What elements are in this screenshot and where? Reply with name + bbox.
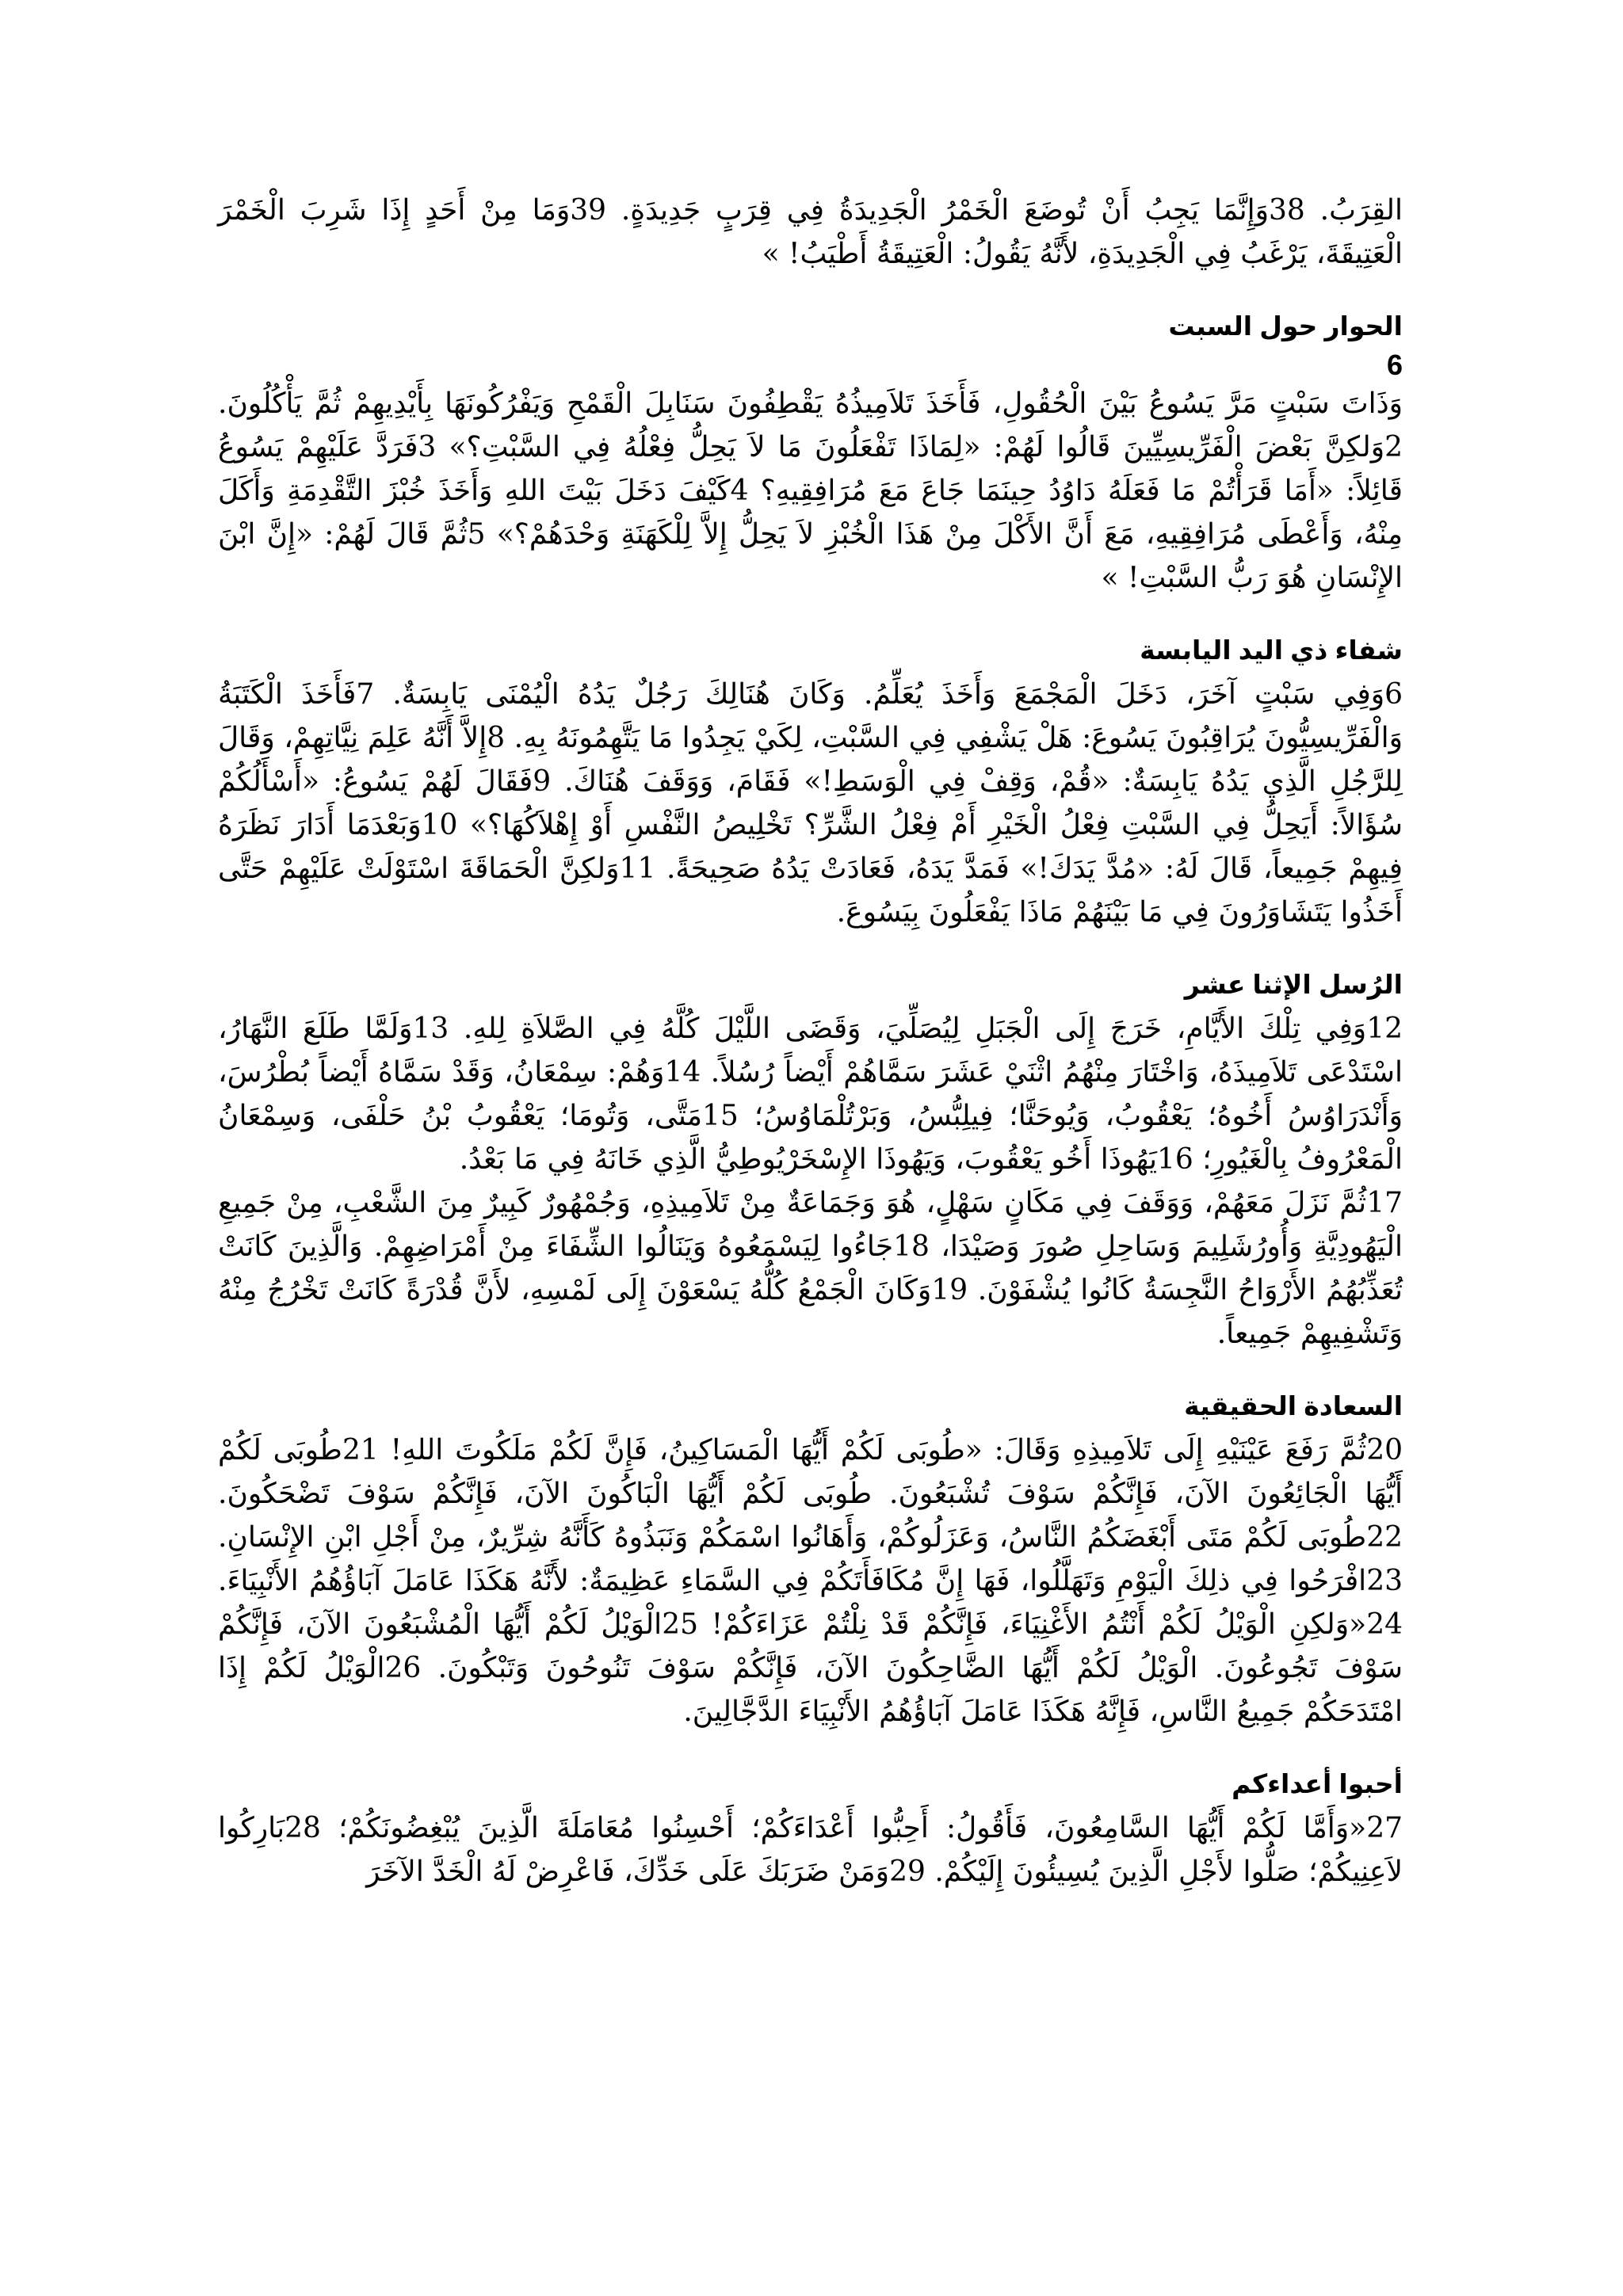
section-heading: السعادة الحقيقية: [1184, 1391, 1403, 1421]
section-paragraph: 20ثُمَّ رَفَعَ عَيْنَيْهِ إِلَى تَلاَمِيذِهِ وَقَالَ: «طُوبَى لَكُمْ أَيُّهَا الْمَسَاكِينُ، فَإِنَّ لَكُمْ مَلَكُوتَ اللهِ! 21طُوبَى لَكُمْ أَيُّهَا الْجَائِعُونَ الآنَ، فَإِنَّكُمْ سَوْفَ تُشْبَعُونَ. طُوبَى لَكُمْ أَيُّهَا الْبَاكُونَ الآنَ، فَإِنَّكُمْ سَوْفَ تَضْحَكُونَ. 22طُوبَى لَكُمْ مَتَى أَبْغَضَكُمُ النَّاسُ، وَعَزَلُوكُمْ، وَأَهَانُوا اسْمَكُمْ وَنَبَذُوهُ كَأَنَّهُ شِرِّيرٌ، مِنْ أَجْلِ ابْنِ الإِنْسَانِ. 23افْرَحُوا فِي ذلِكَ الْيَوْمِ وَتَهَلَّلُوا، فَهَا إِنَّ مُكَافَأَتَكُمْ فِي السَّمَاءِ عَظِيمَةٌ: لأَنَّهُ هَكَذَا عَامَلَ آبَاؤُهُمُ الأَنْبِيَاءَ. 24«وَلكِنِ الْوَيْلُ لَكُمْ أَنْتُمُ الأَغْنِيَاءَ، فَإِنَّكُمْ قَدْ نِلْتُمْ عَزَاءَكُمْ! 25الْوَيْلُ لَكُمْ أَيُّهَا الْمُشْبَعُونَ الآنَ، فَإِنَّكُمْ سَوْفَ تَجُوعُونَ. الْوَيْلُ لَكُمْ أَيُّهَا الضَّاحِكُونَ الآنَ، فَإِنَّكُمْ سَوْفَ تَنُوحُونَ وَتَبْكُونَ. 26الْوَيْلُ لَكُمْ إِذَا امْتَدَحَكُمْ جَمِيعُ النَّاسِ، فَإِنَّهُ هَكَذَا عَامَلَ آبَاؤُهُمُ الأَنْبِيَاءَ الدَّجَّالِينَ.: [218, 1434, 1403, 1728]
chapter-number: 6: [1386, 349, 1403, 381]
intro-paragraph: القِرَبُ. 38وَإِنَّمَا يَجِبُ أَنْ تُوضَعَ الْخَمْرُ الْجَدِيدَةُ فِي قِرَبٍ جَدِيدَةٍ. 39وَمَا مِنْ أَحَدٍ إِذَا شَرِبَ الْخَمْرَ الْعَتِيقَةَ، يَرْغَبُ فِي الْجَدِيدَةِ، لأَنَّهُ يَقُولُ: الْعَتِيقَةُ أَطْيَبُ! »: [218, 194, 1403, 270]
section-heading: الحوار حول السبت: [1168, 311, 1403, 341]
section-sabbath-dialogue: [218, 309, 1403, 600]
section-true-happiness: [218, 1389, 1403, 1733]
section-paragraph: وَذَاتَ سَبْتٍ مَرَّ يَسُوعُ بَيْنَ الْحُقُولِ، فَأَخَذَ تَلاَمِيذُهُ يَقْطِفُونَ سَنَابِلَ الْقَمْحِ وَيَفْرُكُونَهَا بِأَيْدِيهِمْ ثُمَّ يَأْكُلُونَ. 2وَلكِنَّ بَعْضَ الْفَرِّيسِيِّينَ قَالُوا لَهُمْ: «لِمَاذَا تَفْعَلُونَ مَا لاَ يَحِلُّ فِعْلُهُ فِي السَّبْتِ؟» 3فَرَدَّ عَلَيْهِمْ يَسُوعُ قَائِلاً: «أَمَا قَرَأْتُمْ مَا فَعَلَهُ دَاوُدُ حِينَمَا جَاعَ مَعَ مُرَافِقِيهِ؟ 4كَيْفَ دَخَلَ بَيْتَ اللهِ وَأَخَذَ خُبْزَ التَّقْدِمَةِ وَأَكَلَ مِنْهُ، وَأَعْطَى مُرَافِقِيهِ، مَعَ أَنَّ الأَكْلَ مِنْ هَذَا الْخُبْزِ لاَ يَحِلُّ إِلاَّ لِلْكَهَنَةِ وَحْدَهُمْ؟» 5ثُمَّ قَالَ لَهُمْ: «إِنَّ ابْنَ الإِنْسَانِ هُوَ رَبُّ السَّبْتِ! »: [218, 387, 1403, 594]
text-column: [218, 189, 1403, 1894]
section-paragraph: 17ثُمَّ نَزَلَ مَعَهُمْ، وَوَقَفَ فِي مَكَانٍ سَهْلٍ، هُوَ وَجَمَاعَةٌ مِنْ تَلاَمِيذِهِ، وَجُمْهُورٌ كَبِيرٌ مِنَ الشَّعْبِ، مِنْ جَمِيعِ الْيَهُودِيَّةِ وَأُورُشَلِيمَ وَسَاحِلِ صُورَ وَصَيْدَا، 18جَاءُوا لِيَسْمَعُوهُ وَيَنَالُوا الشِّفَاءَ مِنْ أَمْرَاضِهِمْ. وَالَّذِينَ كَانَتْ تُعَذِّبُهُمُ الأَرْوَاحُ النَّجِسَةُ كَانُوا يُشْفَوْنَ. 19وَكَانَ الْجَمْعُ كُلُّهُ يَسْعَوْنَ إِلَى لَمْسِهِ، لأَنَّ قُدْرَةً كَانَتْ تَخْرُجُ مِنْهُ وَتَشْفِيهِمْ جَمِيعاً.: [218, 1187, 1403, 1350]
section-twelve-apostles: [218, 967, 1403, 1356]
section-paragraph: 27«وَأَمَّا لَكُمْ أَيُّهَا السَّامِعُونَ، فَأَقُولُ: أَحِبُّوا أَعْدَاءَكُمْ؛ أَحْسِنُوا مُعَامَلَةَ الَّذِينَ يُبْغِضُونَكُمْ؛ 28بَارِكُوا لاَعِنِيكُمْ؛ صَلُّوا لأَجْلِ الَّذِينَ يُسِيئُونَ إِلَيْكُمْ. 29وَمَنْ ضَرَبَكَ عَلَى خَدِّكَ، فَاعْرِضْ لَهُ الْخَدَّ الآخَرَ: [218, 1812, 1403, 1888]
section-love-enemies: [218, 1767, 1403, 1894]
section-paragraph: 6وَفِي سَبْتٍ آخَرَ، دَخَلَ الْمَجْمَعَ وَأَخَذَ يُعَلِّمُ. وَكَانَ هُنَالِكَ رَجُلٌ يَدُهُ الْيُمْنَى يَابِسَةٌ. 7فَأَخَذَ الْكَتَبَةُ وَالْفَرِّيسِيُّونَ يُرَاقِبُونَ يَسُوعَ: هَلْ يَشْفِي فِي السَّبْتِ، لِكَيْ يَجِدُوا مَا يَتَّهِمُونَهُ بِهِ. 8إِلاَّ أَنَّهُ عَلِمَ نِيَّاتِهِمْ، وَقَالَ لِلرَّجُلِ الَّذِي يَدُهُ يَابِسَةٌ: «قُمْ، وَقِفْ فِي الْوَسَطِ!» فَقَامَ، وَوَقَفَ هُنَاكَ. 9فَقَالَ لَهُمْ يَسُوعُ: «أَسْأَلُكُمْ سُؤَالاً: أَيَحِلُّ فِي السَّبْتِ فِعْلُ الْخَيْرِ أَمْ فِعْلُ الشَّرِّ؟ تَخْلِيصُ النَّفْسِ أَوْ إِهْلاَكُهَا؟» 10وَبَعْدَمَا أَدَارَ نَظَرَهُ فِيهِمْ جَمِيعاً، قَالَ لَهُ: «مُدَّ يَدَكَ!» فَمَدَّ يَدَهُ، فَعَادَتْ يَدُهُ صَحِيحَةً. 11وَلكِنَّ الْحَمَاقَةَ اسْتَوْلَتْ عَلَيْهِمْ حَتَّى أَخَذُوا يَتَشَاوَرُونَ فِي مَا بَيْنَهُمْ مَاذَا يَفْعَلُونَ بِيَسُوعَ.: [218, 678, 1403, 929]
section-paragraph: 12وَفِي تِلْكَ الأَيَّامِ، خَرَجَ إِلَى الْجَبَلِ لِيُصَلِّيَ، وَقَضَى اللَّيْلَ كُلَّهُ فِي الصَّلاَةِ لِلهِ. 13وَلَمَّا طَلَعَ النَّهَارُ، اسْتَدْعَى تَلاَمِيذَهُ، وَاخْتَارَ مِنْهُمُ اثْنَيْ عَشَرَ سَمَّاهُمْ أَيْضاً رُسُلاً. 14وَهُمْ: سِمْعَانُ، وَقَدْ سَمَّاهُ أَيْضاً بُطْرُسَ، وَأَنْدَرَاوُسُ أَخُوهُ؛ يَعْقُوبُ، وَيُوحَنَّا؛ فِيلِبُّسُ، وَبَرْتُلْمَاوُسُ؛ 15مَتَّى، وَتُومَا؛ يَعْقُوبُ بْنُ حَلْفَى، وَسِمْعَانُ الْمَعْرُوفُ بِالْغَيُورِ؛ 16يَهُوذَا أَخُو يَعْقُوبَ، وَيَهُوذَا الإِسْخَرْيُوطِيُّ الَّذِي خَانَهُ فِي مَا بَعْدُ.: [218, 1013, 1403, 1176]
section-heading: أحبوا أعداءكم: [1232, 1769, 1403, 1798]
section-withered-hand: [218, 633, 1403, 934]
section-heading: الرُسل الإثنا عشر: [1184, 970, 1403, 999]
section-heading: شفاء ذي اليد اليابسة: [1140, 635, 1403, 665]
